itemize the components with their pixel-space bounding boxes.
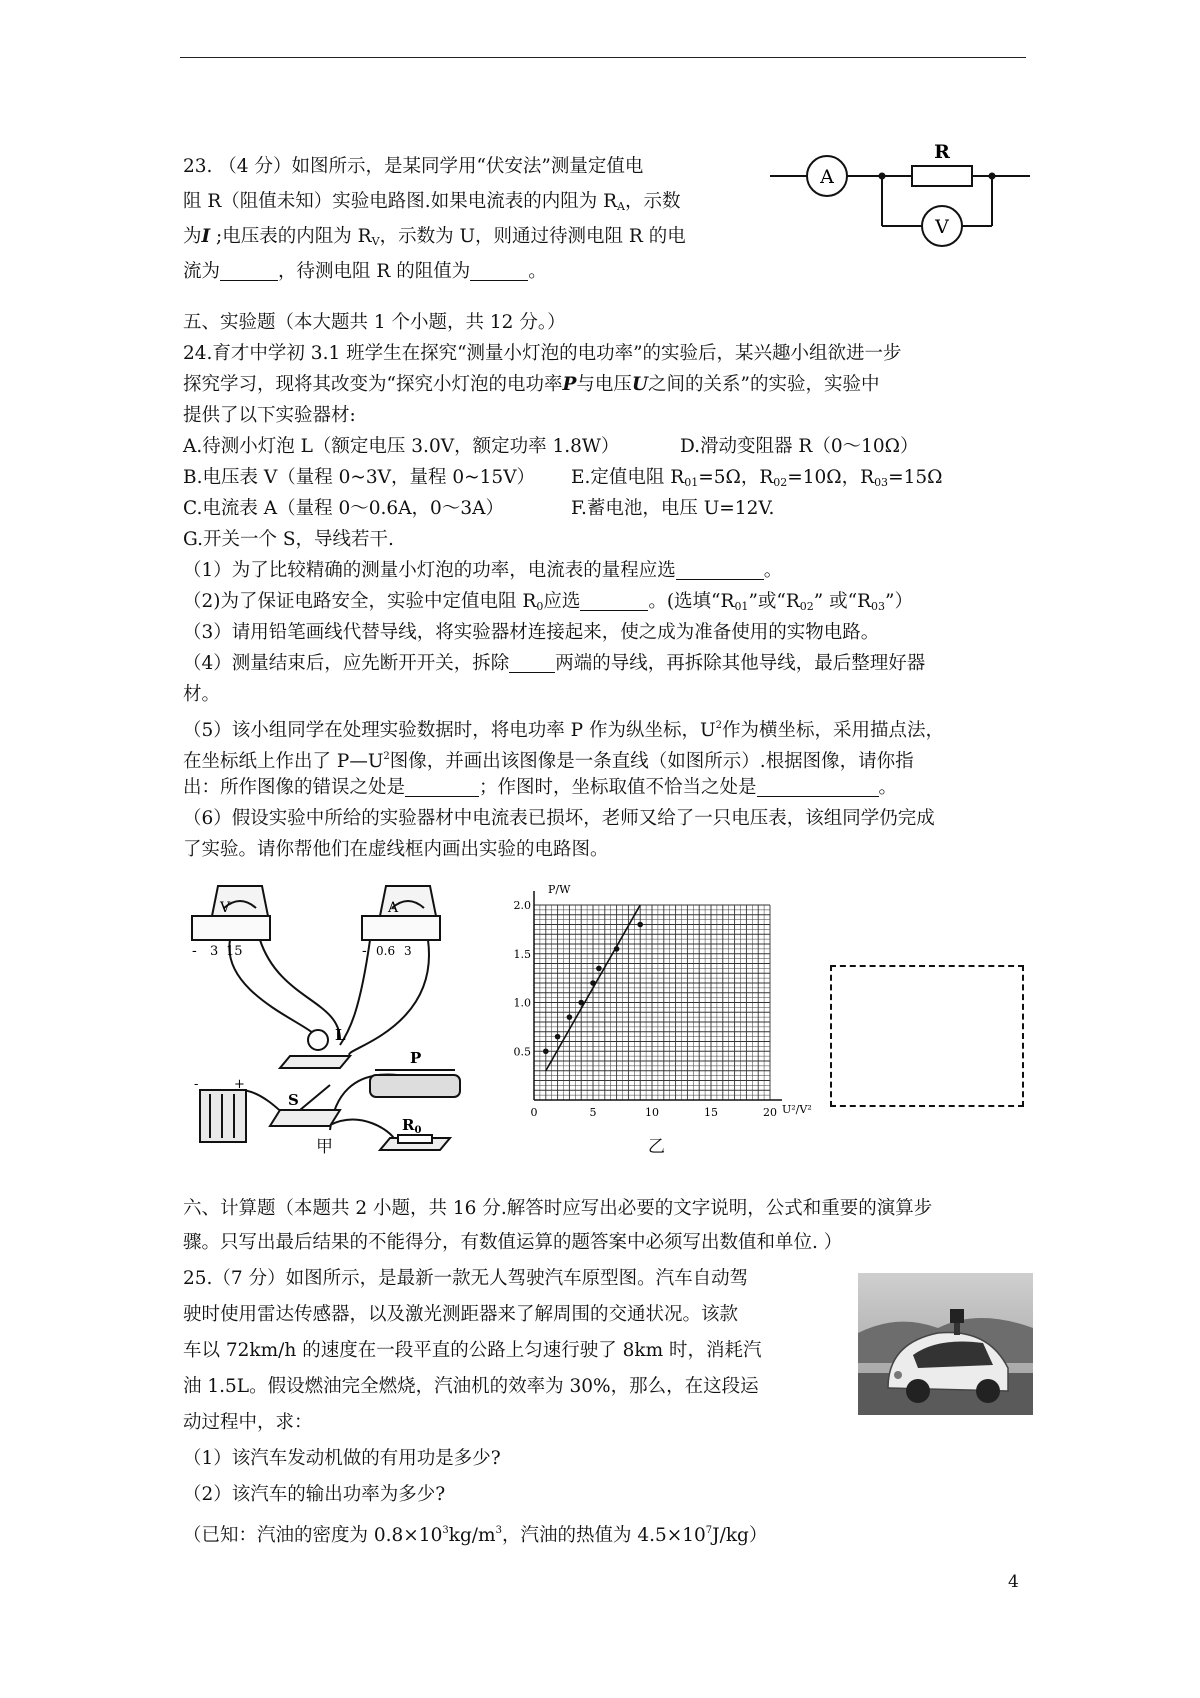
battery-plus: +	[234, 1077, 245, 1092]
q24-part4-end: 材。	[183, 684, 221, 705]
q23-current-symbol: I	[201, 226, 211, 247]
ammeter-letter: A	[388, 900, 399, 916]
data-point	[543, 1048, 549, 1054]
q23-blank-1[interactable]	[220, 260, 278, 281]
q24-line2: 探究学习，现将其改变为“探究小灯泡的电功率	[183, 374, 563, 395]
data-point	[637, 922, 643, 928]
q25-given-sup2: 3	[495, 1525, 502, 1536]
voltmeter-letter: V	[220, 900, 231, 916]
q24-symbol-p: P	[562, 374, 577, 395]
q24-part4-mid: 两端的导线，再拆除其他导线，最后整理好器	[555, 653, 926, 674]
q25-given: （已知：汽油的密度为 0.8×10	[183, 1525, 443, 1546]
item-e: E.定值电阻 R	[571, 467, 685, 488]
data-point	[555, 1034, 561, 1040]
x-tick-label: 5	[589, 1106, 597, 1119]
q24-part4: （4）测量结束后，应先断开开关，拆除	[183, 653, 510, 674]
q24-part1: （1）为了比较精确的测量小灯泡的功率，电流表的量程应选	[183, 560, 676, 581]
q24-part4-blank[interactable]	[509, 652, 555, 673]
item-c: C.电流表 A（量程 0～0.6A，0～3A）	[183, 498, 504, 519]
chart-grid	[534, 905, 770, 1100]
q23-rv-sub: V	[371, 235, 380, 248]
q24-part2-choice2: ”或“R	[748, 591, 800, 612]
q24-part2-choice1: 。(选填“R	[648, 591, 735, 612]
q23-line1: 23. （4 分）如图所示，是某同学用“伏安法”测量定值电	[183, 156, 644, 177]
q25-given-sup1: 3	[442, 1525, 449, 1536]
caption-yi: 乙	[648, 1137, 665, 1157]
q24-part3: （3）请用铅笔画线代替导线，将实验器材连接起来，使之成为准备使用的实物电路。	[183, 622, 880, 643]
chart-y-label: P/W	[548, 883, 571, 896]
y-tick-label: 2.0	[513, 899, 531, 912]
q24-part5-line1-end: 作为横坐标，采用描点法，	[721, 720, 944, 741]
section-6-heading-2: 骤。只写出最后结果的不能得分，有数值运算的题答案中必须写出数值和单位. ）	[183, 1232, 843, 1253]
q24-part5-line3: 出：所作图像的错误之处是	[183, 777, 406, 798]
q25-part2: （2）该汽车的输出功率为多少?	[183, 1484, 446, 1505]
q24-part2-blank[interactable]	[580, 590, 648, 611]
q24-part5-line3-mid: ；作图时，坐标取值不恰当之处是	[479, 777, 757, 798]
y-tick-label: 1.5	[513, 947, 531, 961]
q24-line2-mid: 与电压	[576, 374, 632, 395]
item-e-mid1: =5Ω，R	[698, 467, 774, 488]
q24-part5-sup1: 2	[715, 720, 722, 731]
switch-label: S	[288, 1091, 299, 1109]
q23-line2-end: ，示数	[624, 191, 681, 212]
q25-given-unit1: kg/m	[448, 1525, 496, 1546]
voltmeter-tick-15: 15	[226, 944, 243, 959]
resistor-label: R	[934, 141, 950, 163]
data-point	[614, 946, 620, 952]
q24-part2-sub2: 02	[799, 600, 814, 613]
item-e-sub1: 01	[684, 476, 699, 489]
section-5-heading: 五、实验题（本大题共 1 个小题，共 12 分。）	[183, 312, 566, 333]
r0-label: $R_0$	[402, 1116, 422, 1136]
y-tick-label: 0.5	[513, 1045, 531, 1059]
data-point	[578, 1000, 584, 1006]
data-point	[596, 966, 602, 972]
q24-part5-blank1[interactable]	[405, 776, 479, 797]
q24-part5-line3-end: 。	[878, 777, 898, 798]
q24-part5-line2: 在坐标纸上作出了 P—U	[183, 751, 384, 772]
item-e-mid2: =10Ω，R	[787, 467, 875, 488]
q23-circuit-diagram	[770, 140, 1030, 260]
x-tick-label: 0	[530, 1106, 538, 1119]
voltmeter-minus: -	[192, 943, 197, 959]
q25-line2: 驶时使用雷达传感器，以及激光测距器来了解周围的交通状况。该款	[183, 1304, 739, 1325]
q23-line2: 阻 R（阻值未知）实验电路图.如果电流表的内阻为 R	[183, 191, 618, 212]
item-g: G.开关一个 S，导线若干.	[183, 529, 394, 550]
q25-line5: 动过程中，求：	[183, 1412, 313, 1433]
q25-given-end: J/kg）	[712, 1525, 768, 1546]
q24-part2-mid: 应选	[543, 591, 581, 612]
q24-part2-sub1: 01	[734, 600, 749, 613]
q24-part2-sub3: 03	[871, 600, 886, 613]
q24-part6: （6）假设实验中所给的实验器材中电流表已损坏，老师又给了一只电压表，该组同学仍完成	[183, 808, 935, 829]
q25-given-sup3: 7	[705, 1525, 713, 1536]
section-6-heading: 六、计算题（本题共 2 小题，共 16 分.解答时应写出必要的文字说明，公式和重要的演算步	[183, 1198, 933, 1219]
y-tick-label: 1.0	[513, 996, 531, 1010]
q23-line4-end: 。	[528, 261, 547, 282]
p-u2-chart	[513, 875, 812, 1135]
driverless-car-image	[858, 1273, 1033, 1415]
item-a: A.待测小灯泡 L（额定电压 3.0V，额定功率 1.8W）	[183, 436, 620, 457]
apparatus-figure	[190, 880, 490, 1150]
ammeter-tick-06: 0.6	[376, 944, 396, 958]
battery-minus: -	[194, 1077, 199, 1092]
q24-line1: 24.育才中学初 3.1 班学生在探究“测量小灯泡的电功率”的实验后，某兴趣小组欲进一步	[183, 343, 902, 364]
q25-line1: 25.（7 分）如图所示，是最新一款无人驾驶汽车原型图。汽车自动驾	[183, 1268, 749, 1289]
q24-part5: （5）该小组同学在处理实验数据时，将电功率 P 作为纵坐标，U	[183, 720, 716, 741]
page-number: 4	[1008, 1572, 1019, 1592]
q24-part2: （2)为了保证电路安全，实验中定值电阻 R	[183, 591, 537, 612]
item-e-sub3: 03	[874, 476, 889, 489]
caption-jia: 甲	[316, 1137, 333, 1157]
q25-given-mid: ，汽油的热值为 4.5×10	[501, 1525, 706, 1546]
item-b: B.电压表 V（量程 0~3V，量程 0~15V）	[183, 467, 536, 488]
q24-part2-sub0: 0	[536, 600, 544, 613]
ammeter-minus: -	[362, 943, 367, 959]
q24-part5-blank2[interactable]	[757, 776, 879, 797]
header-rule	[180, 57, 1026, 58]
dashed-answer-box[interactable]	[830, 965, 1024, 1107]
ammeter-label: A	[820, 166, 834, 188]
q23-blank-2[interactable]	[470, 260, 528, 281]
data-point	[590, 980, 596, 986]
q23-line3-mid: ;电压表的内阻为 R	[210, 226, 372, 247]
x-tick-label: 15	[704, 1106, 718, 1119]
q24-part6-line2: 了实验。请你帮他们在虚线框内画出实验的电路图。	[183, 839, 609, 860]
q24-line3: 提供了以下实验器材:	[183, 405, 356, 426]
ammeter-tick-3: 3	[404, 944, 412, 958]
item-f: F.蓄电池，电压 U=12V.	[571, 498, 775, 519]
q25-line3: 车以 72km/h 的速度在一段平直的公路上匀速行驶了 8km 时，消耗汽	[183, 1340, 762, 1361]
voltmeter-label: V	[935, 216, 949, 238]
item-d: D.滑动变阻器 R（0～10Ω）	[680, 436, 919, 457]
q23-line3-end: ，示数为 U，则通过待测电阻 R 的电	[379, 226, 686, 247]
lamp-label: L	[335, 1026, 346, 1044]
q23-ra-sub: A	[617, 200, 625, 213]
q23-line3: 为	[183, 226, 202, 247]
q24-part5-line2-end: 图像，并画出该图像是一条直线（如图所示）.根据图像，请你指	[389, 751, 914, 772]
q24-part5-sup2: 2	[383, 751, 390, 762]
x-tick-label: 20	[763, 1106, 777, 1119]
item-e-end: =15Ω	[888, 467, 943, 488]
q25-line4: 油 1.5L。假设燃油完全燃烧，汽油机的效率为 30%，那么，在这段运	[183, 1376, 759, 1397]
item-e-sub2: 02	[773, 476, 788, 489]
q24-part1-blank[interactable]	[676, 559, 764, 580]
q24-part2-end: ”）	[885, 591, 913, 612]
rheostat-label: P	[410, 1049, 422, 1067]
voltmeter-tick-3: 3	[210, 944, 219, 959]
q23-line4-mid: ，待测电阻 R 的阻值为	[278, 261, 471, 282]
question-24	[183, 307, 1023, 865]
section-6	[183, 1192, 1023, 1260]
q24-part2-choice3: ” 或“R	[813, 591, 872, 612]
data-point	[567, 1014, 573, 1020]
x-tick-label: 10	[645, 1106, 659, 1119]
chart-x-label: U²/V²	[782, 1103, 812, 1116]
q23-line4: 流为	[183, 261, 221, 282]
q24-line2-end: 之间的关系”的实验，实验中	[648, 374, 880, 395]
q25-part1: （1）该汽车发动机做的有用功是多少?	[183, 1448, 501, 1469]
q24-part1-end: 。	[763, 560, 783, 581]
q24-symbol-u: U	[631, 374, 649, 395]
chart-ticks	[514, 899, 778, 1119]
